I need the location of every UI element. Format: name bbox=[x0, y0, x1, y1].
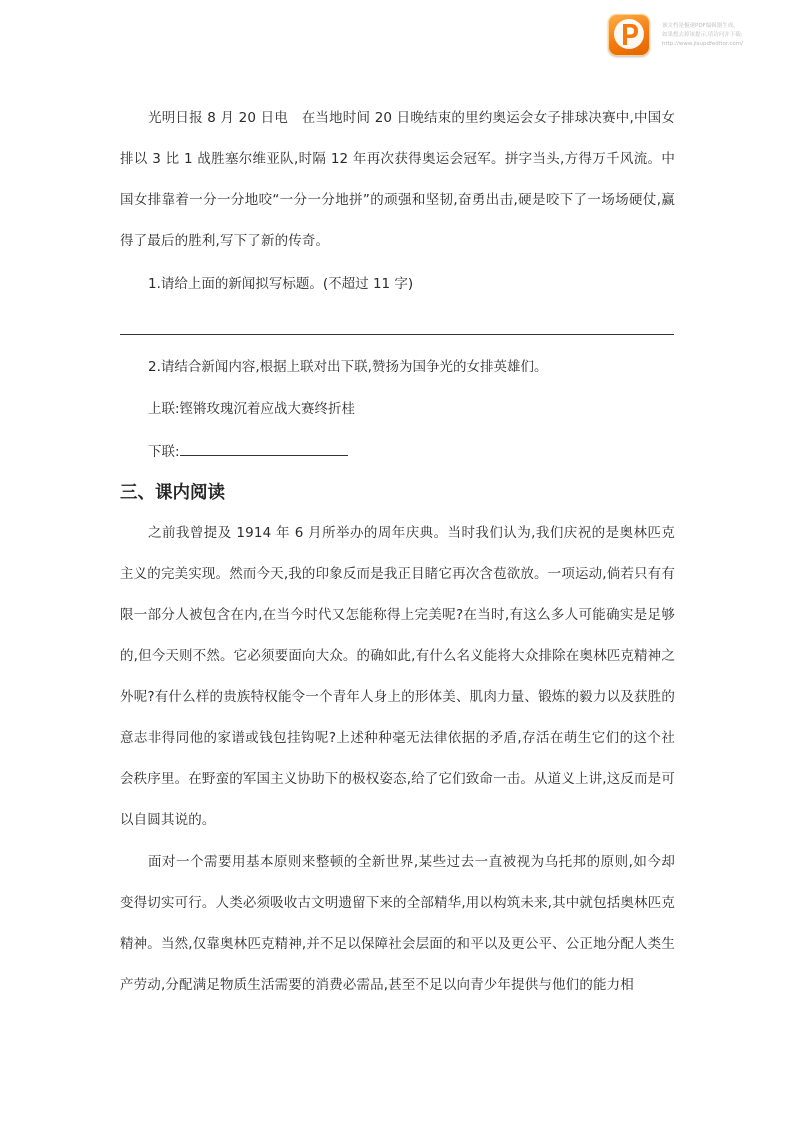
watermark-line: 该文档是极速PDF编辑器生成, bbox=[662, 23, 735, 29]
couplet-lower-label: 下联: bbox=[148, 444, 180, 460]
editor-watermark-note bbox=[662, 22, 788, 49]
section-title: 三、课内阅读 bbox=[120, 483, 225, 503]
couplet-lower bbox=[120, 440, 348, 462]
question-1: 1.请给上面的新闻拟写标题。(不超过 11 字) bbox=[148, 276, 414, 292]
couplet-answer-blank[interactable] bbox=[180, 440, 348, 456]
news-paragraph: 光明日报 8 月 20 日电 在当地时间 20 日晚结束的里约奥运会女子排球决赛中,中国女排以 3 比 1 战胜塞尔维亚队,时隔 12 年再次获得奥运会冠军。拼字当头,方得万千风流。中国女排靠着一分一分地咬“一分一分地拼”的顽强和坚韧,奋勇出击,硬是咬下了一场场硬仗,赢得了最后的胜利,写下了新的传奇。 bbox=[120, 110, 675, 249]
question-2: 2.请结合新闻内容,根据上联对出下联,赞扬为国争光的女排英雄们。 bbox=[148, 359, 548, 375]
answer-line[interactable] bbox=[120, 334, 674, 335]
watermark-link[interactable]: http://www.jisupdfeditor.com/ bbox=[662, 41, 743, 47]
pdf-p-logo-icon bbox=[608, 14, 650, 56]
reading-paragraph-1: 之前我曾提及 1914 年 6 月所举办的周年庆典。当时我们认为,我们庆祝的是奥林匹克主义的完美实现。然而今天,我的印象反而是我正目睹它再次含苞欲放。一项运动,倘若只有有限一部分人被包含在内,在当今时代又怎能称得上完美呢?在当时,有这么多人可能确实是足够的,但今天则不然。它必须要面向大众。的确如此,有什么名义能将大众排除在奥林匹克精神之外呢?有什么样的贵族特权能令一个青年人身上的形体美、肌肉力量、锻炼的毅力以及获胜的意志非得同他的家谱或钱包挂钩呢?上述种种毫无法律依据的矛盾,存活在萌生它们的这个社会秩序里。在野蛮的军国主义协助下的极权姿态,给了它们致命一击。从道义上讲,这反而是可以自圆其说的。 bbox=[120, 525, 675, 828]
watermark-line: 如果想去掉该提示,请访问并下载: bbox=[662, 32, 743, 38]
reading-paragraph-2: 面对一个需要用基本原则来整顿的全新世界,某些过去一直被视为乌托邦的原则,如今却变得切实可行。人类必须吸收古文明遗留下来的全部精华,用以构筑未来,其中就包括奥林匹克精神。当然,仅靠奥林匹克精神,并不足以保障社会层面的和平以及更公平、公正地分配人类生产劳动,分配满足物质生活需要的消费必需品,甚至不足以向青少年提供与他们的能力相 bbox=[120, 854, 675, 993]
couplet-upper: 上联:铿锵玫瑰沉着应战大赛终折桂 bbox=[148, 401, 356, 417]
